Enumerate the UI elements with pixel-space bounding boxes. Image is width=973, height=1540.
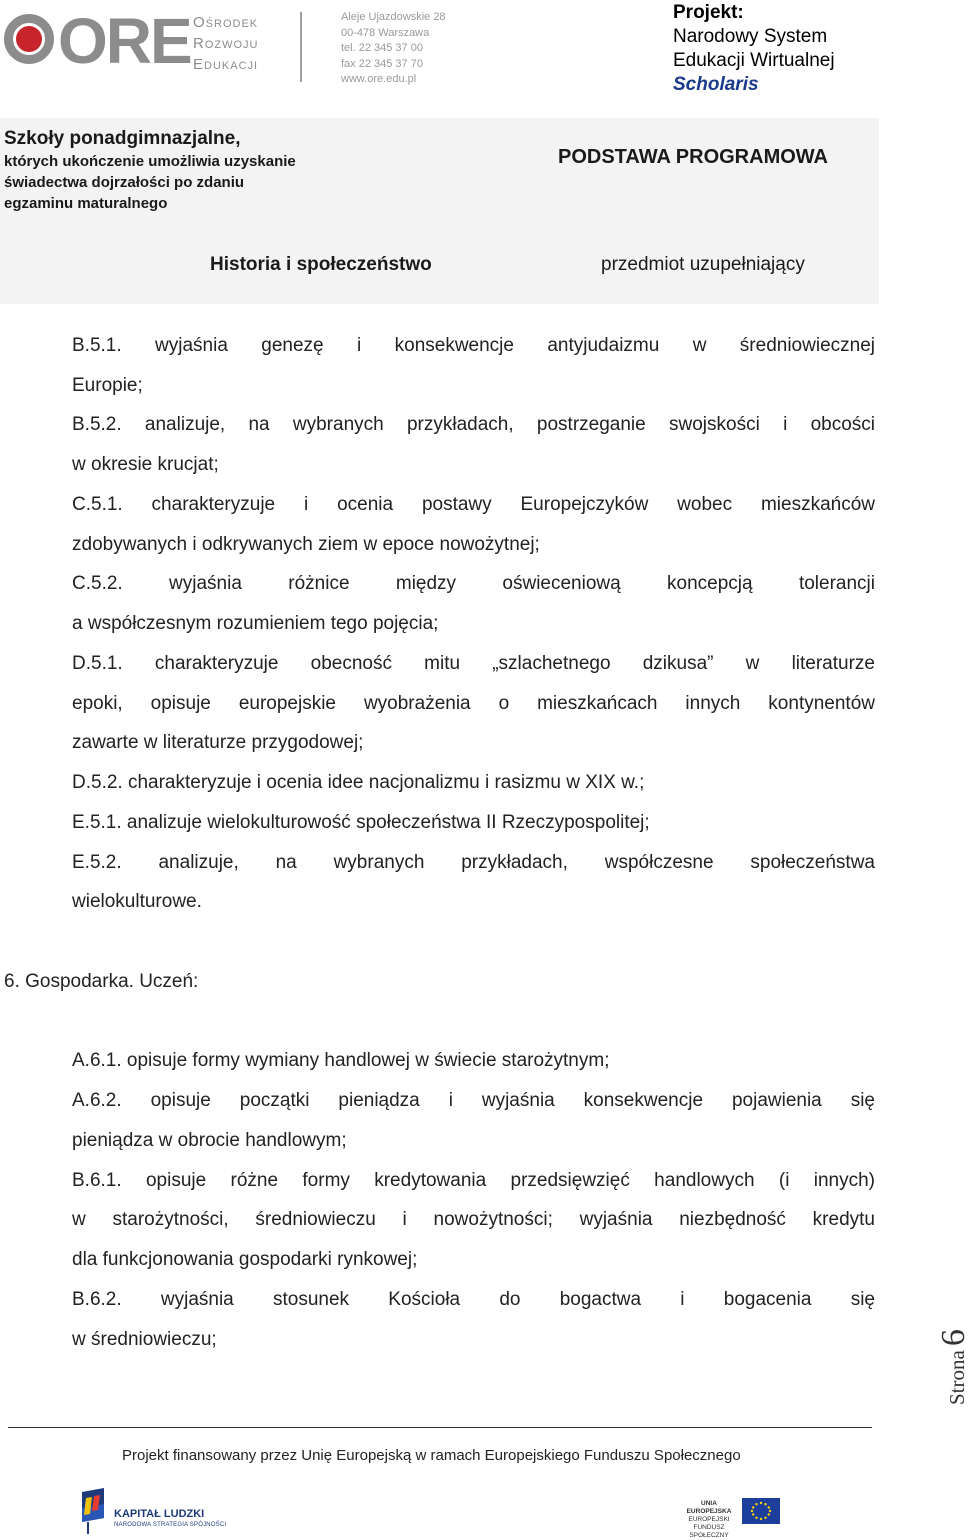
eu-label (683, 1500, 735, 1540)
section-heading: 6. Gospodarka. Uczeń: (4, 971, 199, 992)
requirement-line: w okresie krucjat; (72, 454, 219, 475)
address-line: fax 22 345 37 70 (341, 57, 423, 70)
requirement-line: zawarte w literaturze przygodowej; (72, 732, 364, 753)
address-line: Aleje Ujazdowskie 28 (341, 11, 446, 23)
ore-logo-letters: ORE (58, 5, 191, 77)
project-info (673, 1, 835, 97)
requirement-line: B.5.2. analizuje, na wybranych przykładach, postrzeganie swojskości i obcości (72, 414, 875, 435)
footer-divider (8, 1427, 872, 1428)
address-line: tel. 22 345 37 00 (341, 42, 423, 54)
requirement-line: Europie; (72, 375, 143, 396)
subject-name: Historia i społeczeństwo (210, 254, 432, 275)
project-name-line: Edukacji Wirtualnej (673, 50, 835, 71)
kapital-ludzki-logo-icon (80, 1488, 106, 1534)
requirement-line: pieniądza w obrocie handlowym; (72, 1130, 347, 1151)
org-name (193, 12, 259, 75)
ore-logo-dot (16, 26, 42, 52)
page-number-value: 6 (935, 1329, 972, 1347)
subject-type: przedmiot uzupełniający (601, 254, 805, 275)
project-brand: Scholaris (673, 74, 759, 95)
requirement-line: w średniowieczu; (72, 1329, 217, 1350)
kapital-ludzki-name: KAPITAŁ LUDZKI (114, 1508, 205, 1520)
requirement-line: B.5.1. wyjaśnia genezę i konsekwencje antyjudaizmu w średniowiecznej (72, 335, 875, 356)
school-type-title: Szkoły ponadgimnazjalne, (4, 128, 241, 149)
eu-label-line: FUNDUSZ SPOŁECZNY (689, 1524, 729, 1539)
header-divider (300, 12, 302, 82)
requirement-line: D.5.1. charakteryzuje obecność mitu „szlachetnego dzikusa” w literaturze (72, 653, 875, 674)
address-line: www.ore.edu.pl (341, 73, 417, 85)
project-name-line: Narodowy System (673, 26, 828, 47)
requirement-line: E.5.1. analizuje wielokulturowość społeczeństwa II Rzeczypospolitej; (72, 812, 650, 833)
requirement-line: A.6.2. opisuje początki pieniądza i wyjaśnia konsekwencje pojawienia się (72, 1090, 875, 1111)
org-name-line: Edukacji (193, 56, 259, 73)
org-address (341, 10, 446, 88)
document-type: PODSTAWA PROGRAMOWA (558, 146, 828, 168)
eu-flag-icon (742, 1498, 780, 1524)
school-type-description: których ukończenie umożliwia uzyskanie świadectwa dojrzałości po zdaniu egzaminu maturalnego (4, 153, 296, 212)
page-label: Strona (945, 1350, 969, 1405)
requirement-line: E.5.2. analizuje, na wybranych przykładach, współczesne społeczeństwa (72, 852, 875, 873)
requirement-line: epoki, opisuje europejskie wyobrażenia o mieszkańcach innych kontynentów (72, 693, 875, 714)
requirement-line: dla funkcjonowania gospodarki rynkowej; (72, 1249, 418, 1270)
requirement-line: D.5.2. charakteryzuje i ocenia idee nacjonalizmu i rasizmu w XIX w.; (72, 772, 645, 793)
requirement-line: B.6.1. opisuje różne formy kredytowania przedsięwzięć handlowych (i innych) (72, 1170, 875, 1191)
requirement-line: A.6.1. opisuje formy wymiany handlowej w świecie starożytnym; (72, 1050, 610, 1071)
requirement-line: B.6.2. wyjaśnia stosunek Kościoła do bogactwa i bogacenia się (72, 1289, 875, 1310)
requirement-line: C.5.2. wyjaśnia różnice między oświeceniową koncepcją tolerancji (72, 573, 875, 594)
org-name-line: Rozwoju (193, 35, 259, 52)
kapital-ludzki-subtitle: NARODOWA STRATEGIA SPÓJNOŚCI (114, 1522, 227, 1528)
funding-note: Projekt finansowany przez Unię Europejską w ramach Europejskiego Funduszu Społecznego (122, 1447, 741, 1464)
requirement-line: C.5.1. charakteryzuje i ocenia postawy Europejczyków wobec mieszkańców (72, 494, 875, 515)
project-label: Projekt: (673, 2, 744, 23)
page-number (935, 1329, 973, 1405)
requirement-line: a współczesnym rozumieniem tego pojęcia; (72, 613, 439, 634)
org-name-line: Ośrodek (193, 14, 259, 31)
eu-label-line: EUROPEJSKI (688, 1516, 730, 1523)
requirement-line: zdobywanych i odkrywanych ziem w epoce nowożytnej; (72, 534, 540, 555)
eu-label-line: UNIA EUROPEJSKA (686, 1500, 732, 1515)
requirement-line: wielokulturowe. (72, 891, 202, 912)
address-line: 00-478 Warszawa (341, 26, 430, 39)
requirement-line: w starożytności, średniowieczu i nowożytności; wyjaśnia niezbędność kredytu (72, 1209, 875, 1230)
